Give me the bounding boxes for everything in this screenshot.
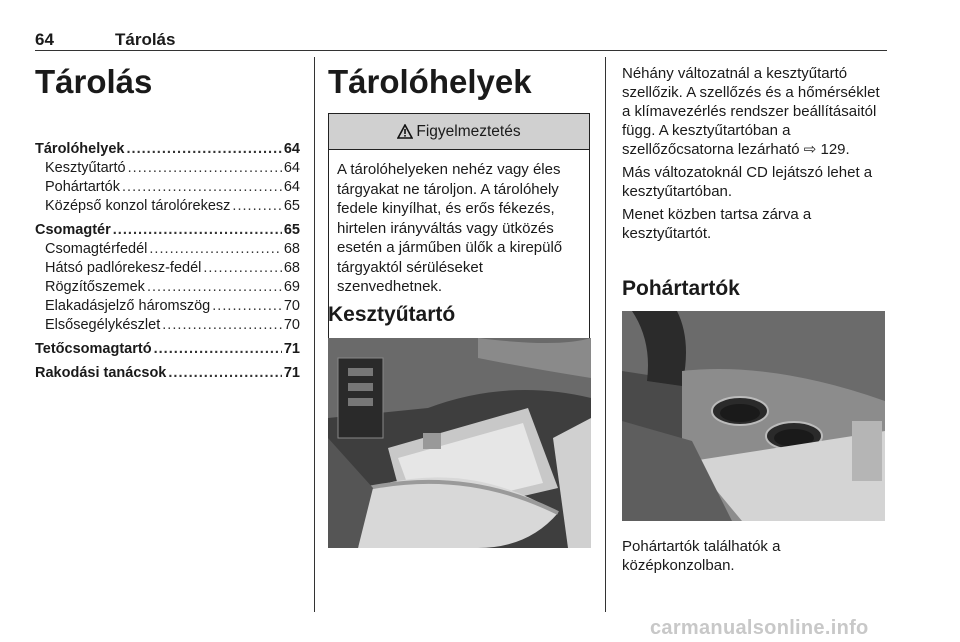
toc-entry[interactable] <box>35 221 300 240</box>
toc-entry-page: 68 <box>283 241 300 257</box>
toc-entry-page: 68 <box>283 260 300 276</box>
watermark: carmanualsonline.info <box>650 617 869 639</box>
toc-entry-page: 71 <box>283 365 300 381</box>
cupholders-photo <box>622 311 885 521</box>
toc-entry-label: Rögzítőszemek <box>45 279 145 295</box>
chapter-title: Tárolás <box>35 63 153 100</box>
toc-entry-label: Tárolóhelyek <box>35 141 125 157</box>
toc-entry-page: 69 <box>283 279 300 295</box>
toc-leader-dots <box>154 340 282 359</box>
toc-leader-dots <box>126 140 281 159</box>
toc-entry[interactable] <box>35 364 300 383</box>
cupholders-heading: Pohártartók <box>622 277 740 300</box>
toc-entry-page: 64 <box>283 141 300 157</box>
toc-entry-page: 71 <box>283 341 300 357</box>
toc-entry[interactable] <box>35 340 300 359</box>
paragraph-ventilation: Néhány változatnál a kesztyűtartó szellőzik. A szellőzés és a hőmérséklet a klímavezérlés rendszer beállításaitól függ. A kesztyűtartóban a szellőzőcsatorna lezárható ⇨ 129. <box>622 65 880 158</box>
toc-leader-dots <box>122 178 282 197</box>
toc-entry-label: Tetőcsomagtartó <box>35 341 152 357</box>
toc-entry[interactable] <box>35 197 300 216</box>
toc-leader-dots <box>128 159 282 178</box>
toc-entry-label: Csomagtérfedél <box>45 241 148 257</box>
toc-entry-page: 64 <box>283 179 300 195</box>
toc-entry[interactable] <box>35 278 300 297</box>
section-title: Tárolóhelyek <box>328 63 532 100</box>
toc-entry[interactable] <box>35 240 300 259</box>
table-of-contents <box>35 140 300 383</box>
toc-entry[interactable] <box>35 297 300 316</box>
column-divider-1 <box>314 57 315 612</box>
toc-entry-label: Csomagtér <box>35 222 111 238</box>
cupholders-caption: Pohártartók találhatók a középkonzolban. <box>622 538 781 574</box>
contents-column <box>35 60 300 381</box>
toc-leader-dots <box>212 297 282 316</box>
toc-leader-dots <box>232 197 281 216</box>
running-title: Tárolás <box>115 30 176 49</box>
paragraph-cd-player: Más változatoknál CD lejátszó lehet a kesztyűtartóban. <box>622 164 873 200</box>
paragraph-keep-closed: Menet közben tartsa zárva a kesztyűtartót. <box>622 206 812 242</box>
column-divider-2 <box>605 57 606 612</box>
toc-entry-label: Középső konzol tárolórekesz <box>45 198 231 214</box>
warning-text: A tárolóhelyeken nehéz vagy éles tárgyakat ne tároljon. A tárolóhely fedele kinyílhat, és erős fékezés, hirtelen irányváltás vagy ütközés esetén a járműben ülők a kirepülő tárgyaktól sérüléseket szenvedhetnek. <box>337 161 563 295</box>
toc-entry-page: 70 <box>283 298 300 314</box>
toc-leader-dots <box>168 364 281 383</box>
toc-entry[interactable] <box>35 140 300 159</box>
toc-entry-label: Pohártartók <box>45 179 120 195</box>
toc-leader-dots <box>162 316 282 335</box>
right-column <box>622 64 887 574</box>
toc-entry[interactable] <box>35 159 300 178</box>
glovebox-heading: Kesztyűtartó <box>328 303 456 326</box>
toc-leader-dots <box>149 240 282 259</box>
glovebox-photo <box>328 338 591 548</box>
toc-leader-dots <box>113 221 282 240</box>
toc-entry[interactable] <box>35 178 300 197</box>
toc-entry-label: Hátsó padlórekesz-fedél <box>45 260 202 276</box>
toc-leader-dots <box>203 259 281 278</box>
warning-title: Figyelmeztetés <box>416 122 521 140</box>
page-number: 64 <box>35 30 54 49</box>
toc-entry-label: Elsősegélykészlet <box>45 317 161 333</box>
toc-leader-dots <box>147 278 282 297</box>
warning-triangle-icon <box>397 124 413 139</box>
toc-entry-label: Elakadásjelző háromszög <box>45 298 211 314</box>
toc-entry[interactable] <box>35 316 300 335</box>
toc-entry[interactable] <box>35 259 300 278</box>
toc-entry-page: 64 <box>283 160 300 176</box>
page-header <box>35 30 885 50</box>
toc-entry-page: 70 <box>283 317 300 333</box>
toc-entry-label: Kesztyűtartó <box>45 160 126 176</box>
toc-entry-label: Rakodási tanácsok <box>35 365 167 381</box>
header-rule <box>35 50 887 51</box>
toc-entry-page: 65 <box>283 198 300 214</box>
warning-header <box>329 114 589 150</box>
toc-entry-page: 65 <box>283 222 300 238</box>
middle-column <box>328 60 590 326</box>
